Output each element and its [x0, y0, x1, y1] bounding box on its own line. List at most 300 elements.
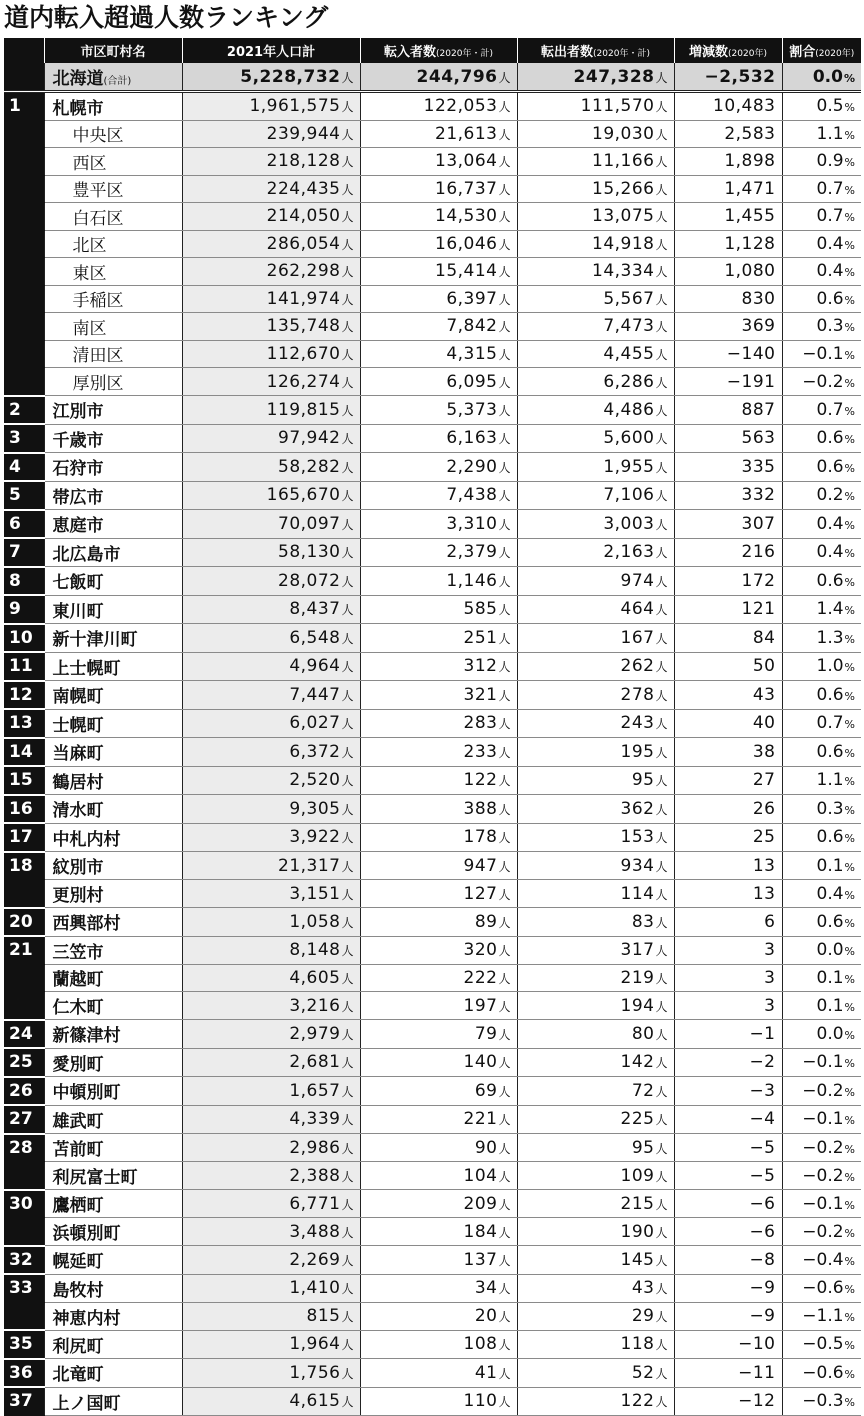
net-change-value: 172 [741, 570, 776, 591]
person-unit: 人 [498, 971, 511, 986]
person-unit: 人 [655, 155, 668, 170]
municipality-name-text: 北区 [72, 236, 107, 257]
percent-unit: % [844, 1114, 855, 1128]
person-unit: 人 [498, 1197, 511, 1212]
net-change-value: 887 [741, 399, 776, 420]
person-unit: 人 [655, 1225, 668, 1240]
municipality-name-text: 七飯町 [52, 573, 104, 594]
person-unit: 人 [655, 859, 668, 874]
move-in-value: 89 [474, 911, 498, 932]
population-cell [182, 823, 360, 852]
total-population-value: 5,228,732 [240, 66, 341, 87]
move-out-value: 194 [620, 995, 655, 1016]
net-change-cell [674, 1218, 782, 1246]
ratio-value: −0.2 [802, 1137, 844, 1158]
rank-number: 30 [9, 1193, 33, 1214]
net-change-cell [674, 624, 782, 653]
rank-cell [4, 510, 44, 539]
municipality-name [44, 1048, 182, 1077]
net-change-value: −140 [726, 343, 776, 364]
move-out-value: 3,003 [603, 513, 655, 534]
ratio-value: 0.5 [816, 96, 844, 117]
municipality-name [44, 709, 182, 738]
percent-unit: % [844, 433, 855, 447]
percent-unit: % [844, 1198, 855, 1212]
population-cell [182, 1105, 360, 1134]
rank-number: 21 [9, 940, 33, 961]
ratio-value: 1.0 [816, 656, 844, 677]
municipality-name-text: 上ノ国町 [52, 1393, 121, 1414]
move-out-value: 14,918 [592, 233, 655, 254]
population-value: 1,410 [289, 1278, 341, 1298]
table-row [4, 1048, 861, 1077]
person-unit: 人 [655, 745, 668, 760]
rank-number: 20 [9, 911, 33, 932]
total-ratio-value: 0.0 [812, 66, 843, 87]
population-cell [182, 1246, 360, 1275]
ratio-value: −0.1 [802, 1193, 844, 1214]
move-in-cell [360, 1246, 517, 1275]
population-cell [182, 1274, 360, 1302]
table-row [4, 1246, 861, 1275]
table-row [4, 313, 861, 341]
net-change-cell [674, 964, 782, 992]
move-in-cell [360, 908, 517, 937]
rank-number: 26 [9, 1080, 33, 1101]
person-unit: 人 [341, 1113, 354, 1128]
population-value: 239,944 [266, 123, 341, 144]
header-in [360, 38, 517, 63]
population-value: 1,756 [289, 1362, 341, 1383]
move-in-value: 184 [463, 1221, 498, 1242]
percent-unit: % [844, 1000, 855, 1014]
move-in-cell [360, 368, 517, 396]
rank-number: 8 [9, 570, 21, 591]
move-in-value: 1,146 [446, 570, 498, 591]
rank-cell [4, 120, 44, 148]
move-in-value: 6,095 [446, 371, 498, 392]
municipality-name-text: 北広島市 [52, 544, 121, 565]
move-in-cell [360, 1190, 517, 1218]
rank-number: 33 [9, 1278, 33, 1299]
move-in-value: 388 [463, 798, 498, 819]
population-value: 3,151 [289, 883, 341, 904]
percent-unit: % [844, 1311, 855, 1324]
table-row [4, 1077, 861, 1106]
person-unit: 人 [655, 517, 668, 532]
municipality-name-text: 東川町 [52, 601, 104, 622]
total-name-cell [44, 63, 182, 92]
person-unit: 人 [498, 1282, 511, 1296]
municipality-name [44, 1387, 182, 1415]
move-in-value: 947 [463, 855, 498, 876]
move-in-cell [360, 396, 517, 425]
person-unit: 人 [655, 100, 668, 115]
move-out-value: 195 [620, 741, 655, 762]
total-in [360, 63, 517, 92]
net-change-value: 50 [752, 656, 776, 677]
move-in-cell [360, 738, 517, 767]
ratio-cell [782, 175, 861, 203]
table-row [4, 510, 861, 539]
rank-number: 7 [9, 542, 21, 563]
person-unit: 人 [498, 1366, 511, 1381]
percent-unit: % [844, 461, 855, 475]
table-row [4, 92, 861, 121]
ratio-value: 0.6 [816, 827, 844, 848]
move-in-value: 41 [474, 1362, 498, 1383]
population-cell [182, 175, 360, 203]
municipality-name [44, 1162, 182, 1190]
ratio-cell [782, 908, 861, 937]
municipality-name [44, 823, 182, 852]
rank-cell [4, 624, 44, 653]
population-cell [182, 92, 360, 121]
move-in-value: 197 [463, 995, 498, 1016]
population-value: 8,437 [289, 599, 341, 620]
rank-cell [4, 203, 44, 231]
ratio-value: 0.4 [816, 233, 844, 254]
population-cell [182, 766, 360, 795]
percent-unit: % [844, 518, 855, 532]
move-out-cell [517, 652, 674, 681]
rank-cell [4, 964, 44, 992]
total-diff-value: −2,532 [704, 66, 776, 87]
person-unit: 人 [498, 859, 511, 874]
move-out-cell [517, 340, 674, 368]
move-in-cell [360, 510, 517, 539]
person-unit: 人 [498, 210, 511, 225]
ratio-value: 0.6 [816, 684, 844, 705]
ratio-value: −0.6 [802, 1362, 844, 1383]
header-diff [674, 38, 782, 63]
population-cell [182, 148, 360, 176]
move-out-value: 122 [620, 1391, 655, 1411]
move-in-value: 110 [463, 1391, 498, 1411]
net-change-cell [674, 313, 782, 341]
municipality-name-text: 清田区 [72, 346, 124, 367]
percent-unit: % [844, 348, 855, 362]
municipality-name [44, 313, 182, 341]
population-value: 6,372 [289, 741, 341, 762]
table-row [4, 823, 861, 852]
table-row [4, 258, 861, 286]
move-out-value: 83 [631, 911, 655, 932]
net-change-cell [674, 681, 782, 710]
total-rank-cell [4, 63, 44, 92]
ratio-cell [782, 538, 861, 567]
person-unit: 人 [655, 574, 668, 589]
move-in-cell [360, 148, 517, 176]
net-change-cell [674, 340, 782, 368]
person-unit: 人 [341, 1141, 354, 1156]
population-cell [182, 258, 360, 286]
rank-cell [4, 1387, 44, 1415]
net-change-value: 25 [752, 827, 776, 848]
person-unit: 人 [655, 717, 668, 732]
rank-number: 4 [9, 456, 21, 477]
move-in-cell [360, 258, 517, 286]
ratio-cell [782, 936, 861, 964]
rank-number: 17 [9, 827, 33, 848]
municipality-name [44, 120, 182, 148]
net-change-cell [674, 1387, 782, 1415]
move-in-cell [360, 538, 517, 567]
percent-unit: % [844, 860, 855, 874]
move-out-cell [517, 992, 674, 1020]
population-value: 8,148 [289, 940, 341, 960]
move-in-cell [360, 424, 517, 453]
municipality-name [44, 424, 182, 453]
net-change-cell [674, 766, 782, 795]
population-cell [182, 120, 360, 148]
person-unit: 人 [341, 403, 354, 418]
move-out-cell [517, 313, 674, 341]
rank-number: 37 [9, 1391, 33, 1412]
person-unit: 人 [341, 292, 354, 307]
population-cell [182, 908, 360, 937]
table-row [4, 624, 861, 653]
percent-unit: % [844, 211, 855, 225]
ratio-cell [782, 1246, 861, 1275]
population-cell [182, 396, 360, 425]
population-value: 112,670 [266, 343, 341, 364]
net-change-cell [674, 175, 782, 203]
person-unit: 人 [498, 546, 511, 561]
population-cell [182, 738, 360, 767]
table-row [4, 368, 861, 396]
move-out-cell [517, 823, 674, 852]
move-out-value: 974 [620, 570, 655, 591]
municipality-name [44, 738, 182, 767]
municipality-name [44, 1246, 182, 1275]
person-unit: 人 [341, 574, 354, 589]
rank-cell [4, 1134, 44, 1162]
person-unit: 人 [341, 100, 354, 115]
person-unit: 人 [655, 1253, 668, 1268]
municipality-name-text: 士幌町 [52, 715, 104, 736]
ratio-cell [782, 681, 861, 710]
move-in-value: 16,046 [435, 233, 498, 254]
move-in-value: 320 [463, 940, 498, 960]
person-unit: 人 [498, 403, 511, 418]
table-row [4, 1359, 861, 1388]
net-change-cell [674, 823, 782, 852]
percent-unit: % [844, 775, 855, 789]
rank-number: 35 [9, 1334, 33, 1355]
person-unit: 人 [341, 831, 354, 846]
move-in-value: 34 [474, 1278, 498, 1298]
person-unit: 人 [655, 210, 668, 225]
person-unit: 人 [341, 1169, 354, 1184]
rank-cell [4, 1077, 44, 1106]
ratio-cell [782, 1302, 861, 1330]
percent-unit: % [844, 1283, 855, 1296]
person-unit: 人 [498, 347, 511, 362]
population-value: 6,548 [289, 627, 341, 648]
ratio-value: 0.1 [816, 967, 844, 988]
person-unit: 人 [341, 1366, 354, 1381]
percent-unit: % [844, 404, 855, 418]
population-cell [182, 481, 360, 510]
municipality-name [44, 92, 182, 121]
municipality-name-text: 浜頓別町 [52, 1224, 121, 1244]
person-unit: 人 [655, 1282, 668, 1296]
rank-cell [4, 936, 44, 964]
move-out-cell [517, 368, 674, 396]
move-in-cell [360, 766, 517, 795]
rank-number: 1 [9, 96, 21, 117]
move-in-cell [360, 453, 517, 482]
ratio-value: 0.6 [816, 741, 844, 762]
move-out-value: 4,455 [603, 343, 655, 364]
net-change-cell [674, 1162, 782, 1190]
ratio-value: 0.4 [816, 261, 844, 282]
table-row [4, 766, 861, 795]
person-unit: 人 [341, 1056, 354, 1071]
move-in-cell [360, 1162, 517, 1190]
percent-unit: % [844, 832, 855, 846]
person-unit: 人 [655, 831, 668, 846]
municipality-name-text: 恵庭市 [52, 516, 104, 537]
rank-cell [4, 852, 44, 880]
move-in-cell [360, 992, 517, 1020]
population-value: 58,130 [278, 542, 341, 563]
move-out-value: 14,334 [592, 261, 655, 282]
municipality-name [44, 766, 182, 795]
rank-cell [4, 340, 44, 368]
move-in-cell [360, 230, 517, 258]
person-unit: 人 [498, 1027, 511, 1042]
net-change-cell [674, 852, 782, 880]
net-change-value: −2 [749, 1052, 776, 1073]
move-out-value: 190 [620, 1221, 655, 1242]
municipality-name-text: 中頓別町 [52, 1083, 121, 1104]
population-value: 6,027 [289, 713, 341, 734]
percent-unit: % [844, 972, 855, 986]
table-row [4, 203, 861, 231]
population-cell [182, 340, 360, 368]
net-change-value: 830 [741, 288, 776, 309]
header-in-label: 転入者数 [384, 45, 437, 60]
move-in-value: 585 [463, 599, 498, 620]
move-in-cell [360, 203, 517, 231]
municipality-name-text: 南区 [72, 318, 107, 339]
move-out-value: 72 [631, 1080, 655, 1101]
municipality-name-text: 蘭越町 [52, 970, 104, 991]
ratio-cell [782, 595, 861, 624]
municipality-name-text: 鷹栖町 [52, 1196, 104, 1216]
move-in-cell [360, 652, 517, 681]
total-row [4, 63, 861, 92]
move-out-value: 142 [620, 1052, 655, 1073]
table-row [4, 992, 861, 1020]
header-ratio-label: 割合 [789, 45, 816, 60]
table-row [4, 148, 861, 176]
move-out-value: 19,030 [592, 123, 655, 144]
net-change-value: 43 [752, 684, 776, 705]
municipality-name-text: 三笠市 [52, 942, 104, 963]
ratio-value: 1.1 [816, 770, 844, 791]
percent-unit: % [844, 1367, 855, 1381]
ratio-value: −0.1 [802, 1109, 844, 1130]
person-unit: 人 [498, 432, 511, 447]
net-change-value: −12 [738, 1391, 776, 1411]
net-change-value: 84 [752, 627, 776, 648]
population-value: 815 [306, 1306, 341, 1326]
move-in-cell [360, 567, 517, 596]
net-change-value: −1 [749, 1023, 776, 1044]
net-change-value: 40 [752, 713, 776, 734]
population-cell [182, 203, 360, 231]
move-out-value: 114 [620, 883, 655, 904]
ratio-cell [782, 992, 861, 1020]
rank-number: 25 [9, 1052, 33, 1073]
move-out-cell [517, 148, 674, 176]
municipality-name-text: 新篠津村 [52, 1026, 121, 1047]
move-in-cell [360, 1020, 517, 1049]
population-value: 2,520 [289, 770, 341, 791]
person-unit: 人 [498, 717, 511, 732]
percent-unit: % [844, 1028, 855, 1042]
move-out-cell [517, 1387, 674, 1415]
header-name: 市区町村名 [44, 38, 182, 63]
move-out-cell [517, 510, 674, 539]
person-unit: 人 [655, 660, 668, 675]
rank-number: 2 [9, 399, 21, 420]
population-cell [182, 1048, 360, 1077]
population-value: 2,269 [289, 1249, 341, 1270]
move-in-value: 5,373 [446, 399, 498, 420]
percent-unit: % [844, 661, 855, 675]
move-in-value: 3,310 [446, 513, 498, 534]
header-in-note: (2020年・計) [436, 49, 493, 59]
net-change-value: 6 [764, 911, 776, 932]
net-change-cell [674, 1020, 782, 1049]
ratio-value: −0.2 [802, 1221, 844, 1242]
ratio-cell [782, 453, 861, 482]
population-value: 1,058 [289, 911, 341, 932]
net-change-cell [674, 1048, 782, 1077]
person-unit: 人 [498, 915, 511, 930]
move-in-cell [360, 120, 517, 148]
population-value: 119,815 [266, 399, 341, 420]
total-out-value: 247,328 [573, 66, 655, 87]
ratio-value: 0.3 [816, 798, 844, 819]
ratio-value: −0.1 [802, 343, 844, 364]
net-change-cell [674, 1330, 782, 1359]
net-change-cell [674, 652, 782, 681]
move-out-value: 80 [631, 1023, 655, 1044]
move-in-value: 20 [474, 1306, 498, 1326]
net-change-value: 307 [741, 513, 776, 534]
move-out-value: 15,266 [592, 178, 655, 199]
move-out-cell [517, 396, 674, 425]
municipality-name-text: 東区 [72, 263, 107, 284]
rank-number: 16 [9, 798, 33, 819]
table-row [4, 652, 861, 681]
municipality-name-text: 手稲区 [72, 291, 124, 312]
person-unit: 人 [655, 1338, 668, 1353]
ratio-cell [782, 510, 861, 539]
ratio-cell [782, 285, 861, 313]
ranking-table [4, 38, 861, 1416]
move-out-value: 7,106 [603, 485, 655, 506]
population-cell [182, 368, 360, 396]
rank-cell [4, 313, 44, 341]
rank-cell [4, 424, 44, 453]
municipality-name [44, 1218, 182, 1246]
